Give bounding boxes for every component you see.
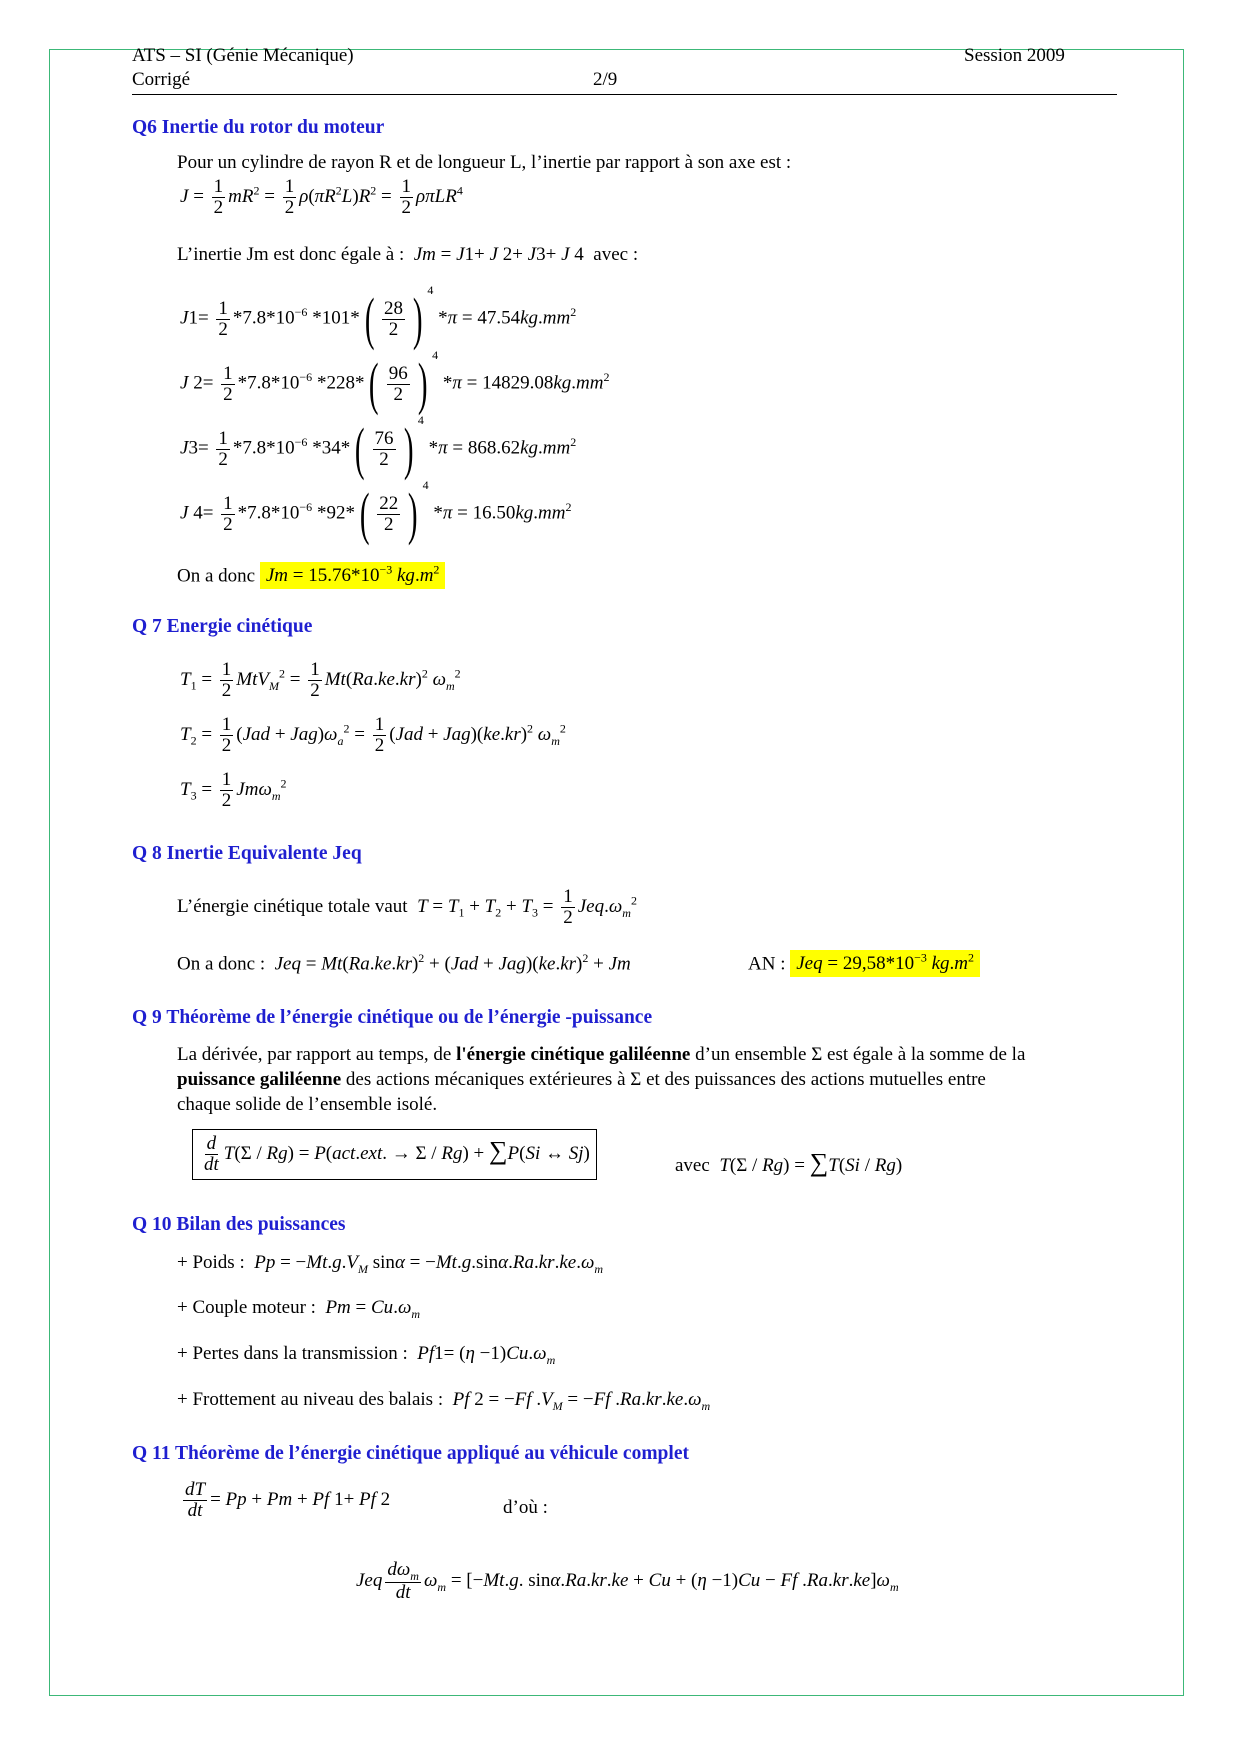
q9-avec-formula: avec T(Σ / Rg) = ∑T(Si / Rg) [675, 1148, 903, 1177]
q8-an: AN : [748, 953, 786, 975]
q8-jeq-highlight: Jeq = $29,58*10^{-3}$ $kg.m^2$ [790, 950, 980, 977]
q6-formula-cylinder: J = $\frac{1}{2}$ $mR^2$ = $\frac{1}{2}$ $\rho(\pi R^2L)R^2$ = $\frac{1}{2}$ ρπLR$^4$ [180, 176, 463, 218]
q6-jm-text: L’inertie Jm est donc égale à : [177, 244, 405, 265]
q8-total-text: L’énergie cinétique totale vaut [177, 895, 408, 917]
q10-poids-label: + Poids : [177, 1252, 245, 1273]
q10-pertes: + Pertes dans la transmission : $Pf1= (\eta -1)Cu.\omega_m$ [177, 1343, 556, 1367]
q9-p1b: l'énergie cinétique galiléenne [456, 1044, 691, 1065]
q7-t2: $T_2$ = $\frac{1}{2}$ $(Jad + Jag)\omega_a^2$ = $\frac{1}{2}$ $(Jad + Jag)(ke.kr)^2$ $\omega_m^2$ [180, 714, 566, 756]
q8-jeq-value: 29,58 [842, 953, 886, 975]
q10-heading: Q 10 Bilan des puissances [132, 1214, 346, 1235]
q9-theorem-box: $\frac{d}{dt}$ T(Σ / Rg) = P(act.ext. → Σ / Rg) + ∑P(Si ↔ Sj) [192, 1129, 597, 1180]
q9-avec: avec [675, 1155, 710, 1176]
q11-dou: d’où : [503, 1497, 548, 1518]
header-rule [132, 94, 1117, 95]
q6-jm-value: 15.76 [308, 565, 351, 587]
q9-p1c: d’un ensemble Σ est égale à la somme de la [690, 1044, 1026, 1065]
q6-j4: J 4= $\frac{1}{2}$ $*7.8*10^{-6}$ *92* ( $\frac{22}{2}$ ) $^4$ $*\pi = 16.50kg.mm^2$ [180, 478, 572, 546]
q6-heading: Q6 Inertie du rotor du moteur [132, 117, 385, 138]
q8-numeric [748, 951, 980, 975]
q7-t1: $T_1$ = $\frac{1}{2}$ MtV$_M^2$ = $\frac{1}{2}$ $Mt(Ra.ke.kr)^2$ $\omega_m^2$ [180, 659, 461, 701]
q8-donc: On a donc : [177, 953, 266, 975]
q6-j1: J1= $\frac{1}{2}$ $*7.8*10^{-6}$ *101* ( $\frac{28}{2}$ ) $^4$ $*\pi = 47.54kg.mm^2$ [180, 283, 577, 351]
q6-jm-sum: L’inertie Jm est donc égale à : Jm = J1+ J 2+ J3+ J 4 avec : [177, 244, 639, 265]
q9-heading: Q 9 Théorème de l’énergie cinétique ou de l’énergie -puissance [132, 1007, 653, 1028]
q10-pertes-label: + Pertes dans la transmission : [177, 1343, 408, 1364]
q6-result [177, 563, 445, 587]
q10-couple-label: + Couple moteur : [177, 1297, 316, 1318]
q8-heading: Q 8 Inertie Equivalente Jeq [132, 843, 362, 864]
q6-j2-value: 14829.08 [482, 372, 554, 394]
q9-p2a: puissance galiléenne [177, 1069, 342, 1090]
q6-jm-highlight: $Jm = 15.76*10^{-3}$ $kg.m^2$ [260, 562, 446, 589]
q6-j4-value: 16.50 [472, 502, 516, 524]
q8-jeq-formula: On a donc : Jeq = $Mt(Ra.ke.kr)^2 + (Jad + Jag)(ke.kr)^2 + Jm$ [177, 951, 631, 975]
q6-intro: Pour un cylindre de rayon R et de longueur L, l’inertie par rapport à son axe est : [177, 152, 792, 173]
q9-p2b: des actions mécaniques extérieures à Σ et des puissances des actions mutuelles entre [341, 1069, 986, 1090]
q6-donc: On a donc [177, 565, 256, 587]
header-session: Session 2009 [964, 45, 1065, 66]
page-number: 2/9 [593, 69, 618, 90]
q9-p1a: La dérivée, par rapport au temps, de [177, 1044, 457, 1065]
q10-poids: + Poids : $Pp = -Mt.g.V_M$ $\sin\alpha = -Mt.g.\sin\alpha.Ra.kr.ke.\omega_m$ [177, 1252, 604, 1276]
q9-line3: chaque solide de l’ensemble isolé. [177, 1094, 438, 1115]
q11-heading: Q 11 Théorème de l’énergie cinétique appliqué au véhicule complet [132, 1443, 689, 1464]
q10-frottement-label: + Frottement au niveau des balais : [177, 1389, 444, 1410]
q11-final-equation: Jeq $\frac{d\omega_m}{dt}$ $\omega_m = [-Mt.g$. sinα.Ra.kr.ke + Cu + (η −1)Cu − Ff $.Ra.kr.ke]\omega_m$ [356, 1559, 899, 1604]
q6-j3: J3= $\frac{1}{2}$ $*7.8*10^{-6}$ *34* ( $\frac{76}{2}$ ) $^4$ $*\pi = 868.62kg.mm^2$ [180, 413, 577, 481]
header-course: ATS – SI (Génie Mécanique) [132, 45, 354, 66]
q7-heading: Q 7 Energie cinétique [132, 616, 313, 637]
q6-j1-value: 47.54 [477, 307, 521, 329]
q6-j2: J 2= $\frac{1}{2}$ $*7.8*10^{-6}$ *228* ( $\frac{96}{2}$ ) $^4$ $*\pi = 14829.08kg.mm^2$ [180, 348, 610, 416]
q9-line2 [177, 1069, 986, 1091]
q9-line1 [177, 1044, 1025, 1066]
header-corrige: Corrigé [132, 69, 191, 90]
q10-couple: + Couple moteur : $Pm = Cu.\omega_m$ [177, 1297, 421, 1321]
q6-avec: avec : [593, 244, 639, 265]
q7-t3: $T_3$ = $\frac{1}{2}$ Jmω$_m^2$ [180, 769, 287, 811]
q10-frottement: + Frottement au niveau des balais : Pf 2 = −Ff $.V_M = -Ff$ $.Ra.kr.ke.\omega_m$ [177, 1389, 711, 1413]
q11-dt-equation: $\frac{dT}{dt}$ = Pp + Pm + Pf 1+ Pf 2 [185, 1479, 391, 1521]
q6-j3-value: 868.62 [467, 437, 521, 459]
q8-total: L’énergie cinétique totale vaut $T = T_1 + T_2 + T_3$ = $\frac{1}{2}$ $Jeq.\omega_m^2$ [177, 886, 637, 928]
